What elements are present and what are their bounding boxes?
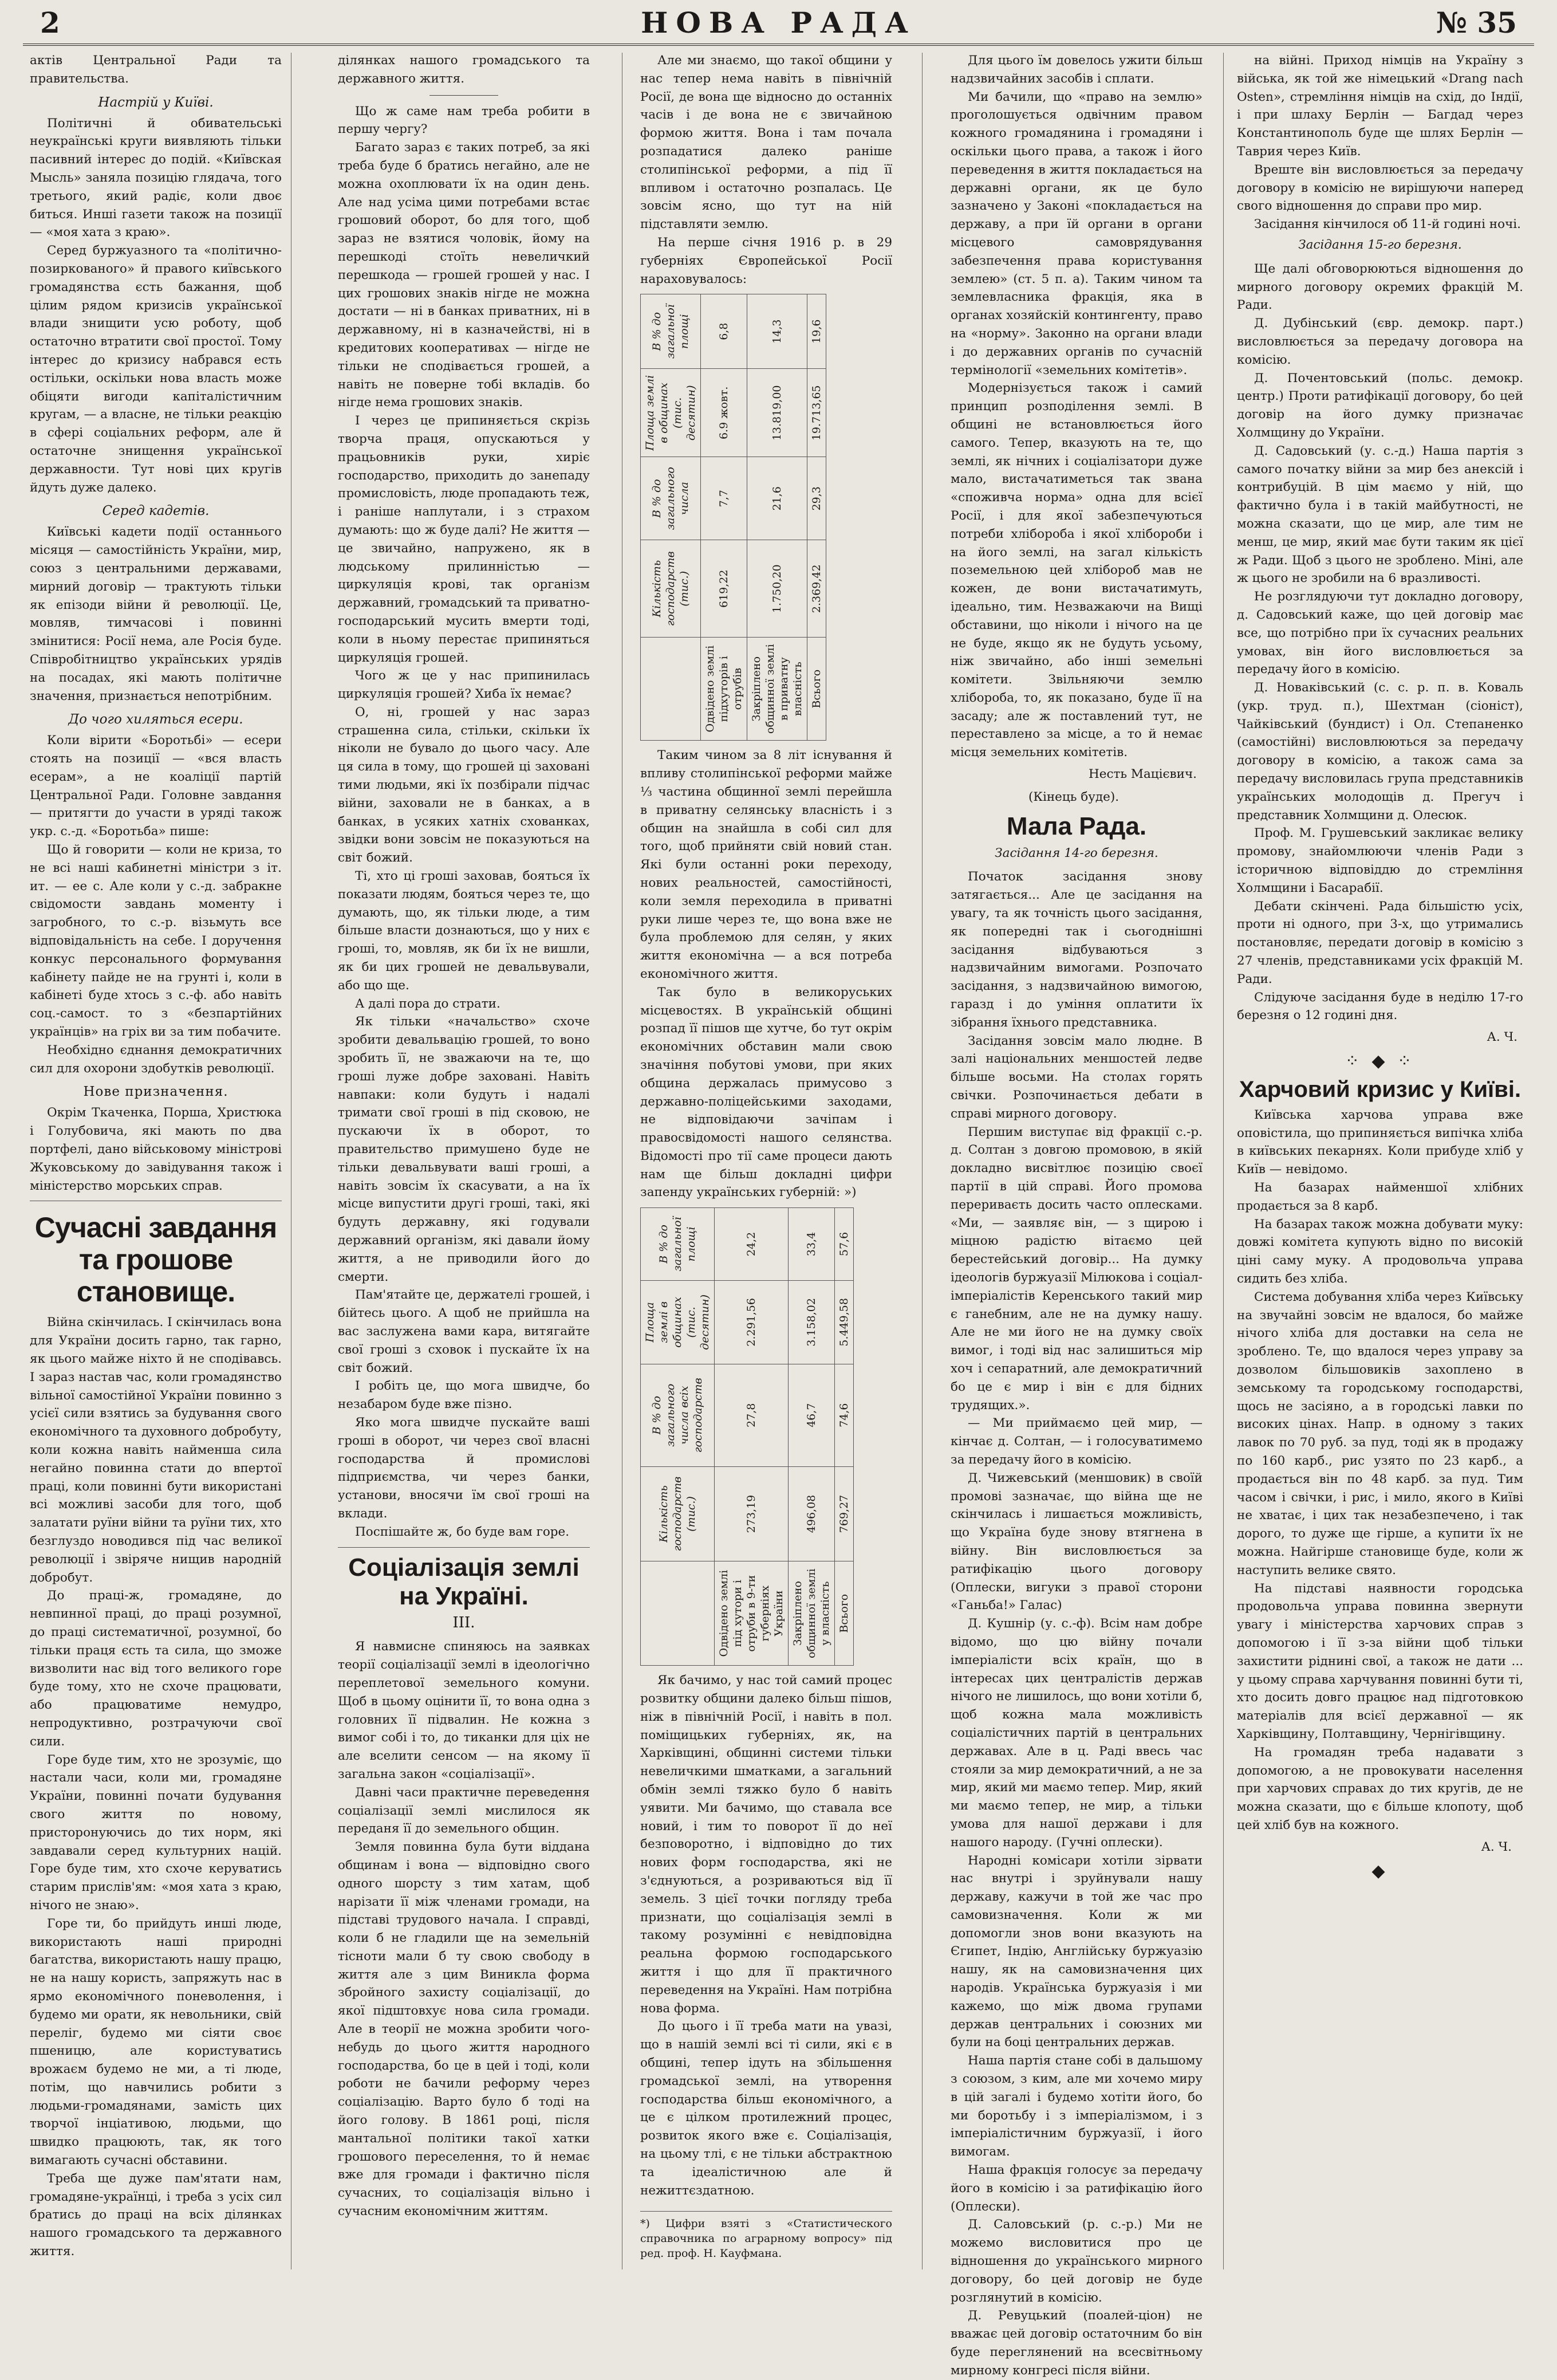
paragraph: Війна скінчилась. І скінчилась вона для України досить гарно, так гарно, як цього майже ніхто й не сподівавсь. І зараз настав час, коли громадянство вільної самостійної України повинно з усієї сили взятись за будування свого економічного та духовного добробуту, коли кожна навіть найменша сила негайно повинна стати до впертої праці, коли повинні бути використані всі можливі засоби для того, щоб залатати руїни війни та руїни тих, хто безглуздо новодився під час великої революції і звіряче нищив народній добробут. — [30, 1315, 282, 1585]
table-cell: 6,8 — [701, 294, 747, 369]
paragraph: Першим виступає від фракції с.-р. д. Солтан з довгою промовою, в якій докладно висвітлює позицію своєї партії в цій справі. Його промова перериваєть досить часто оплесками. «Ми, — заявляє він, — з щирою і міцною радістю вітаємо цей берестейський договір... На думку ідеологів буржуазії Мілюкова і соціал-імперіалістів Керенського такий мир є ганебним, але не на думку нашу. Але не ми його не на думку своїх вимог, і тоді від нас залишиться мір хоч і сепаратний, але демократичний бо це є мир і він є для бідних трудящих.». — [951, 1124, 1203, 1413]
paragraph: Д. Садовський (у. с.-д.) Наша партія з самого початку війни за мир без анексій і контрибуцій. В цім маємо у ній, що фактично була і в такій майбутності, не можна сказати, що це мир, але тим не менш, це мир, який має бути таким як цієї ж Ради. Щоб з цього не зроблено. Міні, але ж цього не зробили на 6 вразливості. — [1237, 443, 1523, 586]
table-cell: Одвідено землі підхуторів і отрубів — [701, 638, 747, 741]
column-rule — [922, 53, 923, 2269]
issue-number: № 35 — [1436, 6, 1517, 40]
paragraph: І робіть це, що мога швидче, бо незабаром буде вже пізно. — [338, 1379, 590, 1412]
table-row — [747, 294, 807, 741]
masthead-rule — [23, 44, 1534, 46]
table-header-row — [641, 294, 701, 741]
column-2 — [338, 52, 590, 2274]
table-cell: Закріплено общинної землі в приватну власність — [747, 638, 807, 741]
table-row — [807, 294, 826, 741]
ornament-divider: ⁘ ◆ ⁘ — [1345, 1051, 1416, 1072]
statistics-table-2-wrap — [640, 1202, 892, 1671]
table-row — [701, 294, 747, 741]
table-header-cell: Площа землі в общинах (тис. десятин) — [641, 1281, 715, 1364]
article-headline: Харчовий кризис у Київі. — [1239, 1076, 1521, 1102]
column-rule — [1223, 53, 1224, 2269]
paragraph: А далі пора до страти. — [355, 996, 500, 1011]
author-signature: А. Ч. — [1487, 1030, 1517, 1045]
table-cell: 7,7 — [701, 457, 747, 540]
section-heading: Нове призначення. — [83, 1084, 228, 1100]
table-cell: 5.449,58 — [835, 1281, 854, 1364]
statistics-table-1 — [640, 294, 826, 741]
table-cell: 496,08 — [789, 1466, 835, 1561]
table-cell: 74,6 — [835, 1364, 854, 1467]
paragraph: Наша фракція голосує за передачу його в комісію і за ратифікацію його (Оплески). — [951, 2163, 1203, 2214]
paragraph: На базарах також можна добувати муку: довжі комітета купують відно по високій ціні саму муку. А продовольча управа сидить без хліба. — [1237, 1217, 1523, 1286]
table-cell: 769,27 — [835, 1466, 854, 1561]
paragraph: Окрім Ткаченка, Порша, Христюка і Голубовича, які мають по два портфелі, дано військовому міністрові Жуковському до завідування також і міністерство морських справ. — [30, 1106, 282, 1193]
table-cell: 619,22 — [701, 540, 747, 638]
paragraph: Проф. М. Грушевський закликає велику промову, знайомлюючи членів Ради з історичною відповіддю до стремління Холмщини і Басарабії. — [1237, 826, 1523, 895]
table-cell: 2.291,56 — [715, 1281, 789, 1364]
masthead — [23, 6, 1534, 41]
paragraph: Ми бачили, що «право на землю» проголошується одвічним правом кожного громадянина і громадяни і оскільки цього права, а також і його переведення в життя покладається на державні органи, як це було зазначено у Законі «покладається на державу, а при їй органи в органи місцевого самоврядування забезпечення права користування землею» (ст. 5 п. а). Таким чином та землевласника фракція, яка в органах хозяйскій контингенту, право на «норму». Законно на органи влади і до державних органів по сучасній термінології «земельних комітетів». — [951, 89, 1203, 377]
table-header-cell: В % до загальної площі — [641, 294, 701, 369]
section-heading: До чого хиляться есери. — [68, 712, 243, 727]
table-header-cell: Кількість господарств (тис.) — [641, 540, 701, 638]
paragraph: Д. Почентовський (польс. демокр. центр.) Проти ратифікації договору, бо цей договір на його думку призначає Холмщину до України. — [1237, 371, 1523, 440]
paragraph: Засідання кінчилося об 11-й годині ночі. — [1254, 217, 1521, 232]
table-cell: 33,4 — [789, 1208, 835, 1281]
paragraph: Д. Ревуцький (поалей-ціон) не вважає цей договір остаточним бо він буде переглянений на всесвітньому мирному конгресі після війни. — [951, 2308, 1203, 2378]
column-4 — [951, 52, 1203, 2378]
paragraph: На підставі наявности городська продовольча управа повинна звернути увагу і міністерства харчових справ з допомогою і її з-за війни щоб тільки захистити ріднині свої, а також не дати ... у цьому справа харчування повинні бути ті, хто досить довго працює над підготовкою матеріалів для всієї державної — як Харківщину, Полтавщину, Чернігівщину. — [1237, 1581, 1523, 1741]
article-headline: Сучасні завдання та грошове становище. — [34, 1211, 277, 1308]
paragraph: на війні. Приход німців на Україну з війська, як той же німецький «Drang nach Osten», стремління німців на схід, до Індії, і при шлаху Берлін — Багдад через Константинополь буде ще шлях Берлін — Таврия через Київ. — [1237, 53, 1523, 159]
table-row — [835, 1208, 854, 1666]
table-cell: Одвідено землі під хутори і отруби в 9-ти губерніях України — [715, 1561, 789, 1666]
paragraph: Як бачимо, у нас той самий процес розвитку общини далеко більш пішов, ніж в північній Росії, і навіть в пол. поміщицьких губерніях, як, на Харківщині, общинні системи тільки невеличкими шматками, а загальний обмін землі тяжко було б навіть уявити. Ми бачимо, що ставала все новий, і тим то поворот її до неї безповоротно, і відповідно до тих нових форм господарства, які не з'єднуються, а розриваються від її земель. З цієї точки погляду треба признати, що соціалізація землі в такому розумінні є невідповідна реальна формою господарського життя і що для її практичного переведення на Україні. Нам потрібна нова форма. — [640, 1673, 892, 2016]
paragraph: Дебати скінчені. Рада більшістю усіх, проти ні одного, при 3-х, що утримались постановляє, передати договір в комісію з 27 членів, представниками усіх фракцій М. Ради. — [1237, 899, 1523, 986]
part-number: III. — [452, 1614, 475, 1631]
paragraph: Ще далі обговорюються відношення до мирного договору окремих фракцій М. Ради. — [1237, 261, 1523, 313]
table-cell: 19,6 — [807, 294, 826, 369]
table-header-cell: В % до загальної площі — [641, 1208, 715, 1281]
paragraph: Давні часи практичне переведення соціалізації землі мислилося як переданя її до земельного общин. — [338, 1785, 590, 1836]
paragraph: Як тільки «начальство» схоче зробити девальвацію грошей, то воно зробить її, не зважаючи на те, що гроші луже добре заховані. Навіть навпаки: коли будуть і надалі тримати свої гроші в під сковою, не пускаючи їх в оборот, то правительство примушено буде не тільки девальвувати ваші гроші, а навіть зовсім їх скасувати, а на їх місце випустити другі гроші, такі, які будуть державну, які годували державний організм, які давали йому життя, а не приводили його до смерти. — [338, 1014, 590, 1284]
paragraph: Не розглядуючи тут докладно договору, д. Садовський каже, що цей договір має все, що потрібно при їх сучасних реальних умовах, він його висловлюється за передачу його в комісію. — [1237, 589, 1523, 677]
ornament-divider: ◆ — [1371, 1860, 1389, 1881]
paragraph: І через це припиняється скрізь творча праця, опускаються у працьовників руки, хиріє господарство, приходить до занепаду промисловість, люде пропадають теж, і раніше наплутали, і з страхом думають: що ж буде далі? Не життя — це звичайно, напружено, як в людському прилинністью — циркуляція крові, так організм державний, громадський та приватно-господарський мусить вмерти тоді, коли в ньому перестає припиняться циркуляція грошей. — [338, 414, 590, 665]
author-signature: Несть Мацієвич. — [1088, 767, 1197, 782]
paragraph: ділянках нашого громадського та державного життя. — [338, 53, 590, 86]
table-cell: Всього — [835, 1561, 854, 1666]
table-header-cell — [641, 1561, 715, 1666]
meeting-date: Засідання 15-го березня. — [1298, 237, 1462, 252]
paragraph: Так було в великоруських місцевостях. В українській общині розпад її пішов ще хутче, бо тут окрім економічних обставин мали свою значіння побутові умови, при яких община держалась примусово з державно-поліцейськими заходами, не відповідаючи зачіпам і правосвідомості нашого селянства. Відомості про тії саме процеси дають нам ще більш докладні цифри запенду українських губерній: ») — [640, 985, 892, 1200]
article-headline: Мала Рада. — [1006, 812, 1147, 840]
table-header-cell: Кількість господарств (тис.) — [641, 1466, 715, 1561]
paragraph: Політичні й обивательські неукраїнські круги виявляють тільки пасивний інтерес до подій. «Київская Мысль» заняла позицію глядача, того третього, який радіє, коли двоє биться. Инші газети також на позиції — «моя хата з краю». — [30, 116, 282, 240]
paragraph: Початок засідання знову затягається... Але це засідання на увагу, та як точність цього засідання, як попередні так і сьогоднішні засідання відбуваються з надзвичайним вимогами. Розпочато засідання, з надзвичайною вимогою, гаразд і до уміння оплатити їх зібрання їхнього представника. — [951, 870, 1203, 1030]
table-cell: 24,2 — [715, 1208, 789, 1281]
paragraph: На громадян треба надавати з допомогою, а не провокувати населення при харчових справах до тих кругів, де не можна сказати, що є більше клопоту, щоб цей хліб був на кожного. — [1237, 1745, 1523, 1832]
table-cell: Закріплено общинної землі у власність — [789, 1561, 835, 1666]
paragraph: Що ж саме нам треба робити в першу чергу? — [338, 104, 590, 137]
continued-note: (Кінець буде). — [1028, 789, 1120, 804]
paragraph: О, ні, грошей у нас зараз страшенна сила, стільки, скільки їх ніколи не бувало до цього часу. Але ця сила в тому, що грошей ці заховані тими людьми, які їх позбірали підчас війни, заховали не в банках, а в банках, в усяких хатніх схованках, звідки вони зовсім не показуються на світ божий. — [338, 705, 590, 866]
paragraph: Коли вірити «Боротьбі» — есери стоять на позиції — «вся власть есерам», а не коаліції партій Центральної Ради. Головне завдання — притягти до участи в уряді також укр. с.-д. «Боротьба» пише: — [30, 733, 282, 839]
paragraph: Поспішайте ж, бо буде вам горе. — [355, 1524, 570, 1539]
table-cell: 1.750,20 — [747, 540, 807, 638]
table-cell: 21,6 — [747, 457, 807, 540]
paragraph: Горе ти, бо прийдуть инші люде, використають наші природні багатства, використають нашу працю, не на нашу користь, запряжуть нас в ярмо економічного поневолення, і будемо ми орати, як невольники, свій переліг, будемо ми сіяти своє пшеницю, але користуватись врожаєм будемо не ми, а ті люде, потім, що навчились робити з людьми-громадянами, замість цих творчої інціативою, людьми, що швидко працюють, так, як того вимагають сучасні обставини. — [30, 1916, 282, 2168]
paragraph: Що й говорити — коли не криза, то не всі наші кабинетні міністри з іт. ит. — ее с. Але коли у с.-д. забракне свідомости завдань моменту і загробного, то с.-р. візьмуть все відповідальність на себе. І доручення конкус персонального формування кабінету пайде не на грунті і, коли в кабінеті буде хтось з с.-ф. або навіть соц.-самост. то з «безпартійних українців» на гріх ви за тим побачите. — [30, 843, 282, 1040]
paragraph: Народні комісари хотіли зірвати нас внутрі і зруйнували нашу державу, кажучи в той же час про самовизначення. Коли ж ми допомогли знов вони вказують на Єгипет, Індію, Англійську буржуазію нашу, як на самовизначення цих народів. Українська буржуазія і ми кажемо, що між двома групами держав центральних і союзних ми були на боці центральних держав. — [951, 1853, 1203, 2050]
column-5 — [1237, 52, 1523, 2274]
meeting-date: Засідання 14-го березня. — [995, 845, 1158, 860]
paragraph: Треба ще дуже пам'ятати нам, громадяне-українці, і треба з усіх сил братись до праці на всіх ділянках нашого громадського та державного життя. — [30, 2171, 282, 2259]
paragraph: Наша партія стане собі в дальшому з союзом, з ким, але ми хочемо миру в цій загалі і будемо хотіти його, бо ми боротьбу і з імперіалізмом, і з імперіалістичним буржуазії, і його вимогам. — [951, 2054, 1203, 2159]
divider — [338, 1547, 590, 1548]
paragraph: Д. Дубінський (євр. демокр. парт.) висловлюється за передачу договора на комісію. — [1237, 316, 1523, 367]
paragraph: Слідуюче засідання буде в неділю 17-го березня о 12 годині дня. — [1237, 990, 1523, 1023]
table-cell: 13.819,00 — [747, 369, 807, 457]
table-cell: 14,3 — [747, 294, 807, 369]
paragraph: До цього і її треба мати на увазі, що в нашій землі всі ті сили, які є в общині, тепер ідуть на збільшення громадської землі, на утворення господарства більш економічного, а це є цілком протилежний процес, розвиток якого вже є. Соціалізація, на цьому тлі, є не тільки абстрактною та ідеалістичною але й нежиттєздатною. — [640, 2019, 892, 2198]
paragraph: На перше січня 1916 р. в 29 губерніях Європейської Росії нараховувалось: — [640, 235, 892, 286]
article-headline: Соціалізація землі на Україні. — [348, 1553, 580, 1610]
paragraph: Ті, хто ці гроші заховав, бояться їх показати людям, бояться через те, що думають, що, як тільки люде, а тим більше власти дознаються, що у них є гроші, то, мовляв, як би їх не вишли, як би цих грошей не девальвували, або що ще. — [338, 869, 590, 993]
paragraph: Київська харчова управа вже оповістила, що припиняється випічка хліба в київських пекарнях. Коли прибуде хліб у Київ — невідомо. — [1237, 1107, 1523, 1177]
table-header-row — [641, 1208, 715, 1666]
table-cell: 27,8 — [715, 1364, 789, 1467]
paragraph: Чого ж це у нас припинилась циркуляція грошей? Хиба їх немає? — [338, 668, 590, 702]
paragraph: Засідання зовсім мало людне. В залі національних меншостей ледве більше восьми. На столах горять свічки. Розпочинається дебати в справі мирного договору. — [951, 1033, 1203, 1121]
paragraph: На базарах найменшої хлібних продається за 8 карб. — [1237, 1181, 1523, 1213]
table-cell: 46,7 — [789, 1364, 835, 1467]
section-heading: Серед кадетів. — [102, 503, 210, 519]
statistics-table-2 — [640, 1207, 854, 1666]
table-header-cell: Площа землі в общинах (тис. десятин) — [641, 369, 701, 457]
paragraph: До праці-ж, громадяне, до невпинної праці, до праці розумної, до праці систематичної, розумної, бо тільки праця єсть та сила, що зможе визволити нас від того великого горе буде тому, хто не схоче працювати, або працюватиме немудро, непродуктивно, розтрачуючи свої сили. — [30, 1588, 282, 1749]
paragraph: актів Центральної Ради та правительства. — [30, 53, 282, 86]
paragraph: Пам'ятайте це, держателі грошей, і бійтесь цього. А щоб не прийшла на вас заслужена вами кара, витягайте свої гроші з сховок і пускайте їх на світ божий. — [338, 1288, 590, 1375]
paragraph: Я навмисне спиняюсь на заявках теорії соціалізації землі в ідеологічно переплетової земельного комуни. Щоб в цьому оцінити її, то вона одна з головних її підвалин. Не кожна з вимог собі і то, до тиканки для ціх не але вселити сенсом — на якому її загальна закон «соціалізації». — [338, 1639, 590, 1781]
paragraph: Д. Саловський (р. с.-р.) Ми не можемо висловитися про це відношення до українського мирного договору, бо цей договір не буде розглянутий в комісію. — [951, 2217, 1203, 2305]
table-row — [789, 1208, 835, 1666]
paragraph: Для цього їм довелось ужити більш надзвичайних засобів і сплати. — [951, 53, 1203, 86]
table-cell: 57,6 — [835, 1208, 854, 1281]
table-header-cell: В % до загального числа — [641, 457, 701, 540]
paragraph: Модернізується також і самий принцип розподілення землі. В общині не встановлюється його самого. Тепер, вказують на те, що землі, як нічних і соціалізатори дуже мало, вистачатиметься так звана «споживча норма» одна для всієї Росії, і для якої забезпечуються потреби хлібороба і якої хлібороби і на його землі, на загал кількість поземельною цей хлібороб мав не кожен, де вони вистачатимуть, ідеально, тим. Незважаючи на Вищі обставини, що ніколи і нічого на це не буде, якщо як не будуть усьому, ніж звичайно, або інші земельні комітети. Звільняючи землю хлібороба, то, як показано, буде її на засаду; але ж поставлений тут, не переставлено за місце, а то й немає місця земельних комітетів. — [951, 381, 1203, 760]
table-header-cell — [641, 638, 701, 741]
table-header-cell: В % до загального числа всіх господарств — [641, 1364, 715, 1467]
table-cell: 6.9 жовт. — [701, 369, 747, 457]
table-cell: 273,19 — [715, 1466, 789, 1561]
paragraph: — Ми приймаємо цей мир, — кінчає д. Солтан, — і голосуватимемо за передачу його в комісію. — [951, 1416, 1203, 1467]
paragraph: Система добування хліба через Київську на звучайні зовсім не вдалося, бо майже нічого хліба для доставки на села не зроблено. Те, що вдалося через управу за дозволом більшовиків захоплено в земському та городському господарстві, щось не засіяно, а в городські лавки по високих цінах. Напр. в одному з таких лавок по 70 руб. за пуд, тоді як в продажу по 160 карб., рис узято по 23 карб., а продається він по 48 карб. за пуд. Тим часом і свічки, і рис, і мило, якого в Київі не хватає, і цих так незабезпечено, і так дорого, то дуже ще гірше, а купити їх не можна. Найгірше становище буде, коли ж наступить велике свято. — [1237, 1289, 1523, 1578]
paragraph: Багато зараз є таких потреб, за які треба буде б братись негайно, але не можна охоплювати їх на один день. Але над усіма цими потребами встає грошовий оборот, бо для того, щоб зараз не взятися чоловік, йому на перешкоді стоїть невеличкий перешкода — грошей грошей у нас. І цих грошових знаків нігде не можна достати — ні в банках приватних, ні в державному, ні в казначействі, ні в кредитових кооперативах — нігде не тільки не сподівається грошей, а навіть не поверне тобі вкладів. бо нігде нема грошових знаків. — [338, 140, 590, 410]
paragraph: Земля повинна була бути віддана общинам і вона — відповідно свого одного шорсту з тим хатам, щоб нарізати її між членами громади, на підставі трудового начала. І справді, коли б не гладили ще на земельній тісноти мали б ту свою свободу в життя але з цим Виникла форма збройного захисту соціалізації, до якої підштовхує нова сила громади. Але в теорії не можна зробити чого-небудь до цього життя народного господарства, бо це в цей і тоді, коли роботи не бачили реформу через соціалізацію. Варто було б тоді на його голову. В 1861 році, після мантальної політики такої хатки грошового переселення, то й немає вже для громади і фактично після сучасних, то соціалізація вільно і сучасним економічним життям. — [338, 1840, 590, 2219]
divider — [429, 95, 498, 96]
paragraph: Київські кадети події останнього місяця — самостійність України, мир, союз з центральними державами, мирний договір — трактують тільки як епізоди війни й революції. Це, мовляв, тимчасові і повинні змінитися: Росії нема, але Росія буде. Співробітництво українських урядів на посадах, які мають політичне значення, признається непотрібним. — [30, 525, 282, 703]
column-1 — [30, 52, 282, 2274]
section-heading: Настрій у Київі. — [98, 95, 214, 110]
paragraph: Д. Кушнір (у. с.-ф). Всім нам добре відомо, що цю війну почали імперіалісти всіх країн, що в інтересах цих централістів держав нічого не лишилось, що вони хотіли б, щоб кожна мала можливість соціалістичних партій в центральних державах. Але в ц. Раді ввесь час стояли за мир демократичний, а не за мир, який ми маємо тепер. Мир, який ми маємо тепер, не мир, а тільки умова для нашої держави і для нашого народу. (Гучні оплески). — [951, 1616, 1203, 1850]
paragraph: Необхідно єднання демократичних сил для охорони здобутків революції. — [30, 1043, 282, 1076]
paragraph: Яко мога швидче пускайте ваші гроші в оборот, чи через свої власні господарства й промислові підприємства, чи через банки, установи, вносячи їм свої гроші на вклади. — [338, 1415, 590, 1521]
paragraph: Але ми знаємо, що такої общини у нас тепер нема навіть в північній Росії, де вона ще відносно до останніх часів і де вона не є звичайною формою життя. Вона і там почала розпадатися далеко раніше столипінської реформи, а під її впливом і остаточно розпалась. Це зовсім ясно, що тут на ній підставляти землю. — [640, 53, 892, 232]
table-cell: 3.158,02 — [789, 1281, 835, 1364]
table-row — [715, 1208, 789, 1666]
table-cell: 19.713,65 — [807, 369, 826, 457]
column-3 — [640, 52, 892, 2274]
newspaper-title: НОВА РАДА — [641, 6, 916, 40]
statistics-table-1-wrap — [640, 288, 892, 746]
author-signature: А. Ч. — [1481, 1839, 1512, 1854]
footnote: *) Цифри взяті з «Статистического справочника по аграрному вопросу» під ред. проф. Н. Кауфмана. — [640, 2211, 892, 2261]
page-number: 2 — [40, 6, 60, 40]
paragraph: Вреште він висловлюється за передачу договору в комісію не вирішуючи наперед свого відношення до справи про мир. — [1237, 162, 1523, 214]
paragraph: Горе буде тим, хто не зрозуміє, що настали часи, коли ми, громадяне України, повинні почати будування свого життя по новому, присторонуючись до тих норм, які завдавали серед культурних націй. Горе буде тим, хто схоче керуватись старим прислів'ям: «моя хата з краю, нічого не знаю». — [30, 1752, 282, 1913]
table-cell: 2.369,42 — [807, 540, 826, 638]
paragraph: Д. Чижевський (меншовик) в своїй промові зазначає, що війна ще не скінчилась і лишається можливість, що Україна буде знову втягнена в війну. Він висловлюється за ратифікацію цього договору (Оплески, вигуки з правої сторони «Ганьба!» Галас) — [951, 1470, 1203, 1613]
paragraph: Д. Новаківський (с. с. р. п. в. Коваль (укр. труд. п.), Шехтман (сіоніст), Чайківський (бундист) і Ол. Степаненко (самостійні) висловлюються за передачу договору в комісію, а також сама за передачу висловилась група представників українських молодощів д. Прегуч і представник Холмщини д. Олесюк. — [1237, 680, 1523, 823]
table-cell: Всього — [807, 638, 826, 741]
paragraph: Таким чином за 8 літ існування й впливу столипінської реформи майже ⅓ частина общинної землі перейшла в приватну селянську власність і з общин на знайшла в собі сил для того, щоб прийняти свій новий стан. Які були останні роки переходу, нових реальностей, самостійності, коли земля переходила в приватні руки лише через те, що вона вже не була проблемою для селян, у яких життя економічна — а вся потреба економічного життя. — [640, 748, 892, 981]
table-cell: 29,3 — [807, 457, 826, 540]
paragraph: Серед буржуазного та «політично-позиркованого» й правого київського громадянства єсть бажання, щоб цілим рядом кризисів української влади знищити усю роботу, щоб остаточно втратити свої простої. Тому інтерес до кризису набрався есть остільки, оскільки нова власть може обіцяти вигоди капіталістичним кругам, — а власне, не тільки реакцію в сфері соціальних реформ, але й остаточне знищення української державности. Тут нові цих кругів йдуть дуже далеко. — [30, 243, 282, 495]
